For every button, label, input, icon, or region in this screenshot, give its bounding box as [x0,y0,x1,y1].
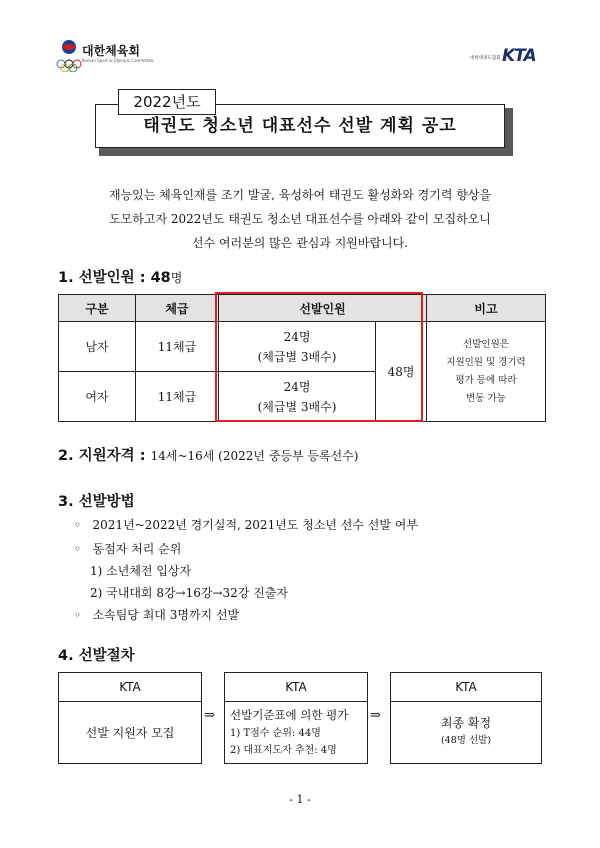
procedure-box-2 [224,672,368,764]
intro-line: 선수 여러분의 많은 관심과 지원바랍니다. [191,236,409,250]
section-2-label: 2. 지원자격 : [58,448,146,464]
header-group: 구분 [59,295,136,322]
section-4-heading: 4. 선발절차 [58,648,135,664]
page-title: 태권도 청소년 대표선수 선발 계획 공고 [143,116,457,136]
year-tab: 2022년도 [118,89,216,115]
row-count-detail: (체급별 3배수) [257,399,337,414]
arrow-icon: ⇒ [370,708,381,723]
procedure-box-head: KTA [225,673,367,702]
procedure-box-sub: (48명 선발) [440,735,492,746]
row-group: 남자 [59,322,136,372]
procedure-box-sub: 1) T점수 순위: 44명 [230,728,321,739]
kta-logo-small-text: 대한태권도협회 [470,56,501,61]
method-subitem: 1) 소년체전 입상자 [90,564,192,578]
row-group: 여자 [59,372,136,422]
row-weight: 11체급 [136,372,219,422]
arrow-icon: ⇒ [204,708,215,723]
section-3-heading: 3. 선발방법 [58,494,135,510]
procedure-box-body: 선발기준표에 의한 평가 [230,708,349,722]
section-1-heading [58,266,182,287]
procedure-box-body: 선발 지원자 모집 [85,726,175,740]
bullet-icon: ◦ [74,608,82,622]
intro-line: 도모하고자 2022년도 태권도 청소년 대표선수를 아래와 같이 모집하오니 [109,212,491,226]
bullet-icon: ◦ [74,542,82,556]
section-1-value-unit: 명 [170,271,183,285]
bullet-icon: ◦ [74,518,82,532]
procedure-box-head: KTA [59,673,201,702]
row-weight: 11체급 [136,322,219,372]
section-2-value: 14세~16세 (2022년 중등부 등록선수) [150,449,359,463]
row-count-value: 24명 [283,329,311,344]
header-note: 비고 [427,295,546,322]
note-line: 평가 등에 따라 [455,374,517,386]
page-number: - 1 - [289,793,311,806]
method-subitem: 2) 국내대회 8강→16강→32강 진출자 [90,586,288,600]
olympic-rings-logo [56,38,82,72]
intro-paragraph [70,183,530,255]
note-cell [427,322,546,422]
procedure-box-head: KTA [391,673,541,702]
highlight-box [215,292,423,422]
note-line: 지원인원 및 경기력 [446,356,526,368]
kso-logo-text: 대한체육회 [82,44,140,58]
section-1-label: 1. 선발인원 : [58,270,146,286]
procedure-box-sub: 2) 대표지도자 추천: 4명 [230,745,337,756]
section-2-heading [58,444,358,465]
method-item-text: 동점자 처리 순위 [92,542,182,556]
note-line: 변동 가능 [466,392,506,404]
method-item [74,606,239,623]
total-count: 48명 [376,322,427,422]
row-count-value: 24명 [283,379,311,394]
method-item [74,516,418,533]
method-item [74,540,181,557]
method-item-text: 2021년~2022년 경기실적, 2021년도 청소년 선수 선발 여부 [92,518,418,532]
row-count-detail: (체급별 3배수) [257,349,337,364]
kta-logo: KTA [502,46,536,66]
section-1-value-num: 48 [150,270,171,286]
header-weight: 체급 [136,295,219,322]
procedure-box-1 [58,672,202,764]
method-item-text: 소속팀당 최대 3명까지 선발 [92,608,240,622]
kso-logo-subtext: Korean Sport & Olympic Committee [82,58,154,63]
note-line: 선발인원은 [463,338,509,350]
intro-line: 재능있는 체육인재를 조기 발굴, 육성하여 태권도 활성화와 경기력 향상을 [108,188,492,202]
procedure-box-body: 최종 확정 [440,716,492,730]
header-count: 선발인원 [219,295,427,322]
procedure-box-3 [390,672,542,764]
